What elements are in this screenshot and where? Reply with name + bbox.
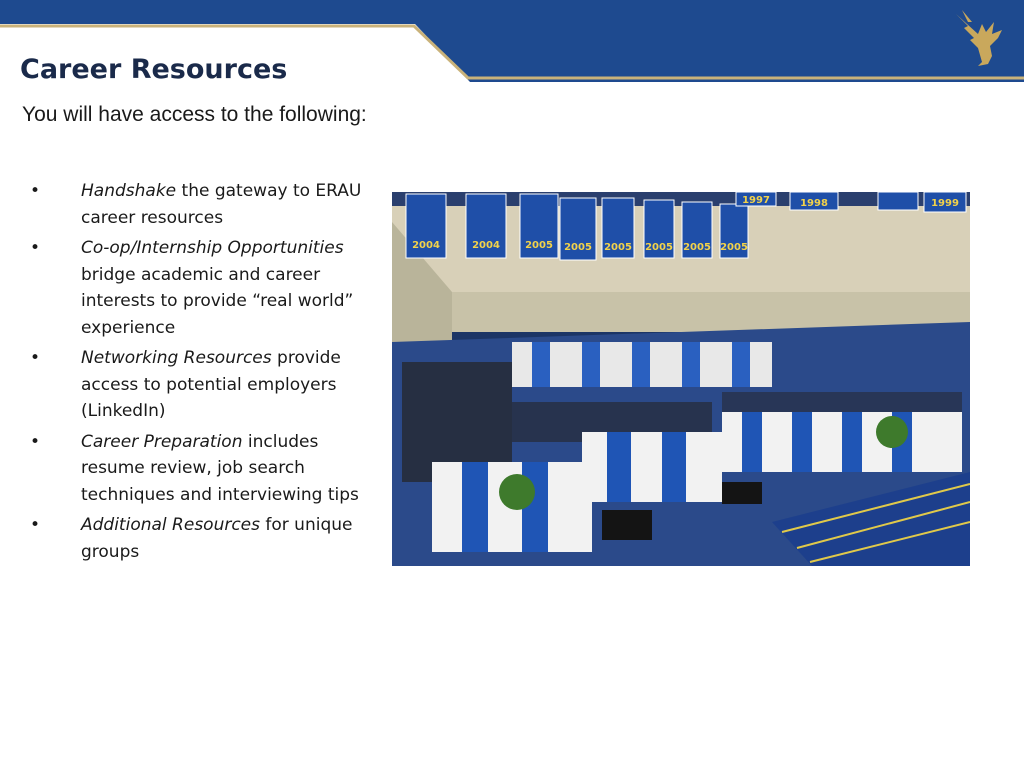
banner-year: 1998 bbox=[800, 198, 828, 209]
resource-description: for unique groups bbox=[81, 515, 353, 562]
career-fair-photo bbox=[392, 192, 970, 566]
banner-year: 2005 bbox=[645, 242, 673, 253]
banner-year: 2005 bbox=[525, 240, 553, 251]
resource-description: includes resume review, job search techniques and interviewing tips bbox=[81, 431, 359, 505]
slide-title: Career Resources bbox=[20, 54, 288, 85]
list-item-coop bbox=[30, 235, 370, 341]
resource-term: Networking Resources bbox=[81, 348, 272, 368]
resource-term: Additional Resources bbox=[81, 515, 260, 535]
banner-year: 2004 bbox=[412, 240, 440, 251]
list-item-additional bbox=[30, 512, 370, 565]
bullet-dot-icon: • bbox=[30, 431, 41, 452]
bullet-dot-icon: • bbox=[30, 181, 41, 201]
resource-list bbox=[30, 178, 370, 569]
resource-description: provide access to potential employers (LinkedIn) bbox=[81, 348, 341, 421]
resource-description: bridge academic and career interests to provide “real world” experience bbox=[81, 264, 354, 338]
resource-term: Co-op/Internship Opportunities bbox=[81, 238, 344, 258]
banner-year: 1999 bbox=[931, 198, 959, 209]
resource-term: Handshake bbox=[81, 181, 177, 201]
career-fair-illustration bbox=[392, 192, 970, 566]
resource-description: the gateway to ERAU career resources bbox=[81, 181, 362, 228]
slide-subtitle: You will have access to the following: bbox=[22, 103, 367, 126]
list-item-career-prep bbox=[30, 429, 370, 509]
list-item-networking bbox=[30, 345, 370, 425]
resource-term: Career Preparation bbox=[81, 431, 243, 452]
banner-year: 2004 bbox=[472, 240, 500, 251]
bullet-dot-icon: • bbox=[30, 348, 41, 368]
bullet-dot-icon: • bbox=[30, 238, 41, 258]
list-item-handshake bbox=[30, 178, 370, 231]
banner-year: 2005 bbox=[604, 242, 632, 253]
banner-year: 2005 bbox=[683, 242, 711, 253]
banner-year: 2005 bbox=[720, 242, 748, 253]
bullet-dot-icon: • bbox=[30, 515, 41, 535]
banner-year: 2005 bbox=[564, 242, 592, 253]
banner-year: 1997 bbox=[742, 195, 770, 206]
eagle-icon bbox=[948, 8, 1004, 68]
